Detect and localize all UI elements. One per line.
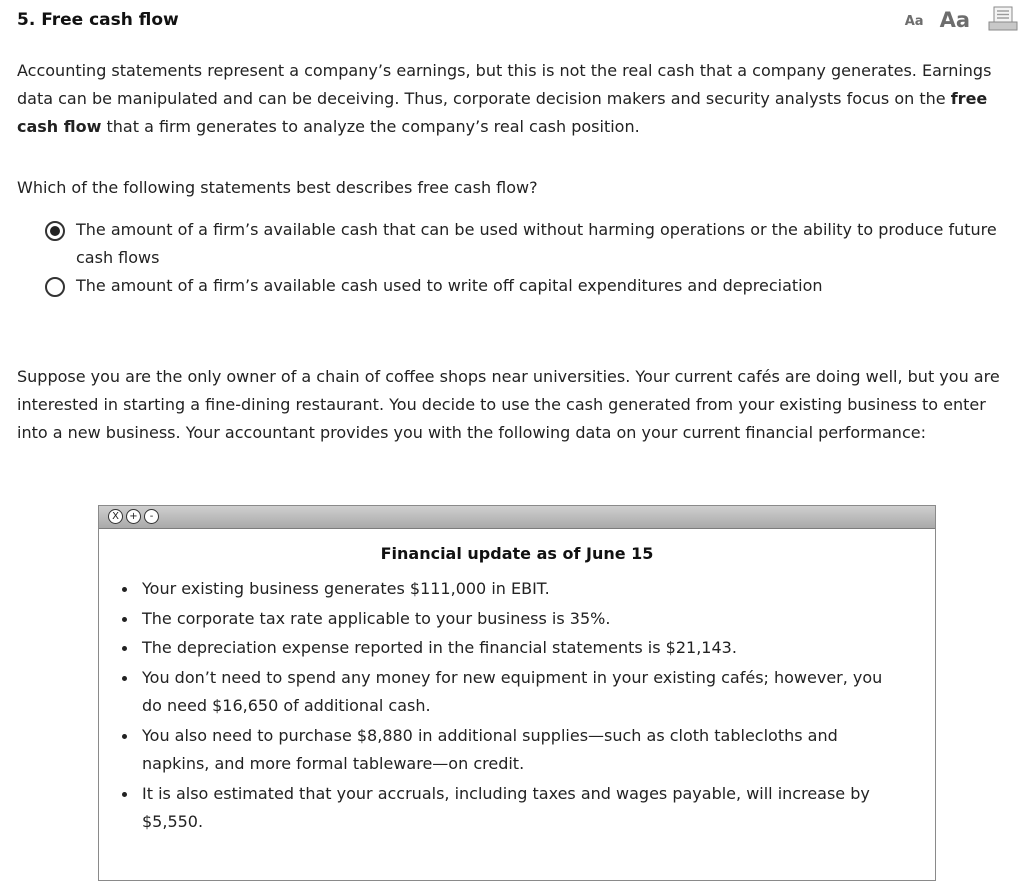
list-item-text: The corporate tax rate applicable to your business is 35%.: [142, 608, 611, 628]
bullet-icon: [122, 734, 127, 739]
answer-option-label: The amount of a firm’s available cash used to write off capital expenditures and depreciation: [76, 276, 823, 295]
collapse-icon[interactable]: -: [144, 509, 159, 524]
list-item-text: It is also estimated that your accruals, including taxes and wages payable, will increase by $5,550.: [142, 783, 870, 831]
list-item: [142, 575, 902, 604]
list-item-text: You also need to purchase $8,880 in additional supplies—such as cloth tablecloths and napkins, and more formal tableware—on credit.: [142, 725, 838, 773]
expand-icon[interactable]: +: [126, 509, 141, 524]
print-icon[interactable]: [988, 6, 1018, 32]
increase-font-button[interactable]: Aa: [939, 8, 970, 32]
text-tools: [905, 6, 1018, 32]
answer-options: [45, 216, 1020, 300]
list-item: [142, 634, 902, 663]
scenario-paragraph: Suppose you are the only owner of a chain of coffee shops near universities. Your current cafés are doing well, but you are interested in starting a fine-dining restaurant. You decide to use the cash generated from your existing business to enter into a new business. Your accountant provides you with the following data on your current financial performance:: [17, 367, 1000, 442]
intro-text-start: Accounting statements represent a company’s earnings, but this is not the real cash that a company generates. Earnings data can be manipulated and can be deceiving. Thus, corporate decision makers and security analysts focus on the: [17, 61, 992, 108]
radio-unselected-icon[interactable]: [45, 277, 65, 297]
bullet-icon: [122, 646, 127, 651]
list-item: [142, 780, 902, 837]
panel-titlebar: [99, 506, 935, 529]
decrease-font-button[interactable]: Aa: [904, 14, 924, 29]
list-item-text: You don’t need to spend any money for new equipment in your existing cafés; however, you do need $16,650 of additional cash.: [142, 667, 883, 715]
intro-paragraph: [17, 57, 1019, 141]
question-prompt: Which of the following statements best describes free cash flow?: [17, 178, 538, 197]
panel-heading: Financial update as of June 15: [380, 544, 654, 563]
list-item-text: The depreciation expense reported in the financial statements is $21,143.: [142, 638, 737, 657]
answer-option-1[interactable]: [45, 216, 1020, 272]
list-item: [142, 664, 902, 721]
list-item: [142, 722, 902, 779]
bullet-icon: [122, 617, 127, 622]
close-icon[interactable]: X: [108, 509, 123, 524]
intro-text-end: that a firm generates to analyze the company’s real cash position.: [101, 117, 640, 136]
financial-bullet-list: [99, 575, 902, 837]
answer-option-2[interactable]: [45, 272, 1020, 300]
financial-update-panel: [98, 505, 936, 881]
radio-selected-icon[interactable]: [45, 221, 65, 241]
list-item-text: Your existing business generates $111,000 in EBIT.: [142, 579, 550, 598]
bullet-icon: [122, 587, 127, 592]
bullet-icon: [122, 676, 127, 681]
answer-option-label: The amount of a firm’s available cash that can be used without harming operations or the ability to produce future cash flows: [76, 220, 997, 267]
bullet-icon: [122, 792, 127, 797]
question-title: 5. Free cash flow: [17, 10, 179, 30]
list-item: [142, 605, 902, 634]
intro-bold-term: free cash flow: [17, 89, 988, 136]
